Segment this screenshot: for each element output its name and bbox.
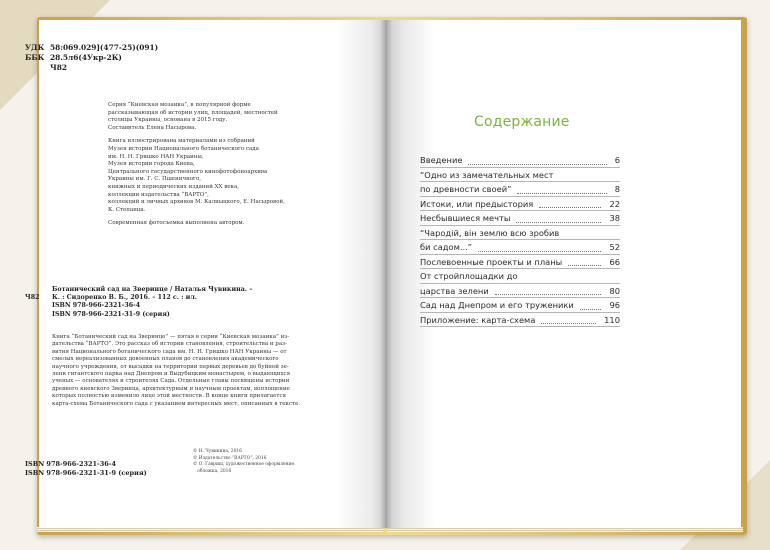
contents-title: Содержание [474, 114, 570, 130]
table-of-contents [420, 153, 620, 327]
toc-entry-title: “Чародій, він землю всю зробив [420, 227, 560, 238]
photo-credit-paragraph: Современная фотосъемка выполнена автором. [108, 220, 245, 227]
toc-line [420, 284, 620, 299]
toc-entry[interactable] [420, 298, 620, 313]
toc-entry[interactable] [420, 153, 620, 168]
toc-page-number: 38 [609, 213, 620, 223]
toc-line [420, 226, 620, 241]
toc-leader-dots [541, 323, 596, 324]
toc-entry[interactable] [420, 168, 620, 197]
toc-divider [420, 326, 620, 327]
toc-leader-dots [495, 294, 601, 295]
toc-page-number: 6 [614, 155, 620, 165]
toc-line [420, 298, 620, 313]
toc-entry-title: по древности своей” [420, 184, 512, 194]
toc-entry-title: би садом...” [420, 242, 473, 252]
toc-leader-dots [517, 193, 607, 194]
toc-entry-title: царства зелени [420, 285, 489, 296]
catalog-description: Ботанический сад на Зверинце / Наталья Чувикина. – К. : Сидоренко В. Б., 2016. – 112 с. : ил. ISBN 978-966-2321-36-4 ISBN 978-966-2321-31-9 (серия) [52, 286, 253, 318]
toc-line [420, 240, 620, 255]
toc-entry-title: “Одно из замечательных мест [420, 169, 554, 180]
bib-row: ББК 28.5л6(4Укр-2К) [25, 53, 122, 62]
toc-page-number: 8 [614, 184, 620, 194]
toc-entry-title: Введение [420, 155, 463, 165]
toc-line [420, 153, 620, 168]
series-info [108, 102, 308, 234]
catalog-code: Ч82 [25, 294, 40, 301]
toc-entry-title: Приложение: карта-схема [420, 314, 536, 325]
bibliographic-codes [25, 43, 158, 73]
toc-line [420, 197, 620, 212]
bib-row: Ч82 [50, 63, 68, 72]
toc-leader-dots [516, 222, 601, 223]
bib-row: УДК 58:069.029](477-25)(091) [25, 43, 159, 52]
toc-leader-dots [568, 265, 601, 266]
toc-leader-dots [580, 309, 601, 310]
book-spine [380, 20, 392, 528]
toc-entry[interactable] [420, 269, 620, 298]
toc-entry[interactable] [420, 255, 620, 270]
toc-line [420, 211, 620, 226]
toc-line [420, 255, 620, 270]
series-paragraph: Серия “Киевская мозаика”, в популярной форме рассказывающая об истории улиц, площадей, местностей столицы Украины, основана в 2015 году. Составитель Елена Насырова. [108, 102, 278, 131]
toc-page-number: 52 [609, 242, 620, 252]
toc-entry-title: Сад над Днепром и его труженики [420, 300, 574, 310]
toc-line [420, 269, 620, 284]
toc-entry[interactable] [420, 226, 620, 255]
toc-entry[interactable] [420, 313, 620, 328]
toc-entry-title: Истоки, или предыстория [420, 198, 534, 209]
toc-page-number: 66 [609, 256, 620, 267]
toc-entry-title: Послевоенные проекты и планы [420, 256, 563, 267]
toc-entry[interactable] [420, 197, 620, 212]
copyright-notice: © Н. Чувикина, 2016 © Издательство “ВАРТО”, 2016 © О. Гавриш, художественное оформление, обложка, 2016 [193, 449, 296, 474]
toc-page-number: 96 [609, 300, 620, 310]
toc-entry-title: Несбывшиеся мечты [420, 213, 511, 223]
toc-page-number: 22 [609, 198, 620, 209]
annotation: Книга “Ботанический сад на Зверинце” — пятая в серии “Киевская мозаика” из- дательства “ВАРТО”. Это рассказ об истории становления, строительства и раз- вития Национального ботанического сада им. Н. Н. Гришко НАН Украины — от смелых нереализованных довоенных планов до становления академического научного учреждения, от высадки на территории первых деревьев до буйной зе- лени гигантского парка над Днепром и Выдубицким монастырем, о выдающихся ученых — основателях и строителях Сада. Отдельные главы посвящены истории древнего киевского Зверинца, архитектурным и научным проектам, воплощение которых полностью изменило лицо этой местности. В конце книги прилагается карта-схема Ботанического сада с указанием интересных мест, описанных в тексте. [52, 334, 301, 407]
toc-page-number: 80 [609, 285, 620, 296]
isbn-block: ISBN 978-966-2321-36-4 ISBN 978-966-2321-31-9 (серия) [25, 460, 147, 477]
toc-leader-dots [478, 251, 601, 252]
open-book [37, 17, 747, 537]
illustrations-paragraph: Книга иллюстрирована материалами из собраний Музея истории Национального ботанического сада им. Н. Н. Гришко НАН Украины, Музея истории города Киева, Центрального государственного кинофотофоноархива Украины им. Г. С. Пшеничного, книжных и периодических изданий ХХ века, коллекции издательства “ВАРТО”, коллекций и личных архивов М. Калныцкого, Е. Насыровой, К. Степанца. [108, 138, 285, 213]
toc-page-number: 110 [604, 314, 620, 325]
toc-line [420, 313, 620, 328]
toc-line [420, 168, 620, 183]
toc-leader-dots [468, 164, 607, 165]
toc-entry[interactable] [420, 211, 620, 226]
toc-entry-title: От стройплощадки до [420, 271, 518, 281]
toc-line [420, 182, 620, 197]
toc-leader-dots [539, 207, 601, 208]
